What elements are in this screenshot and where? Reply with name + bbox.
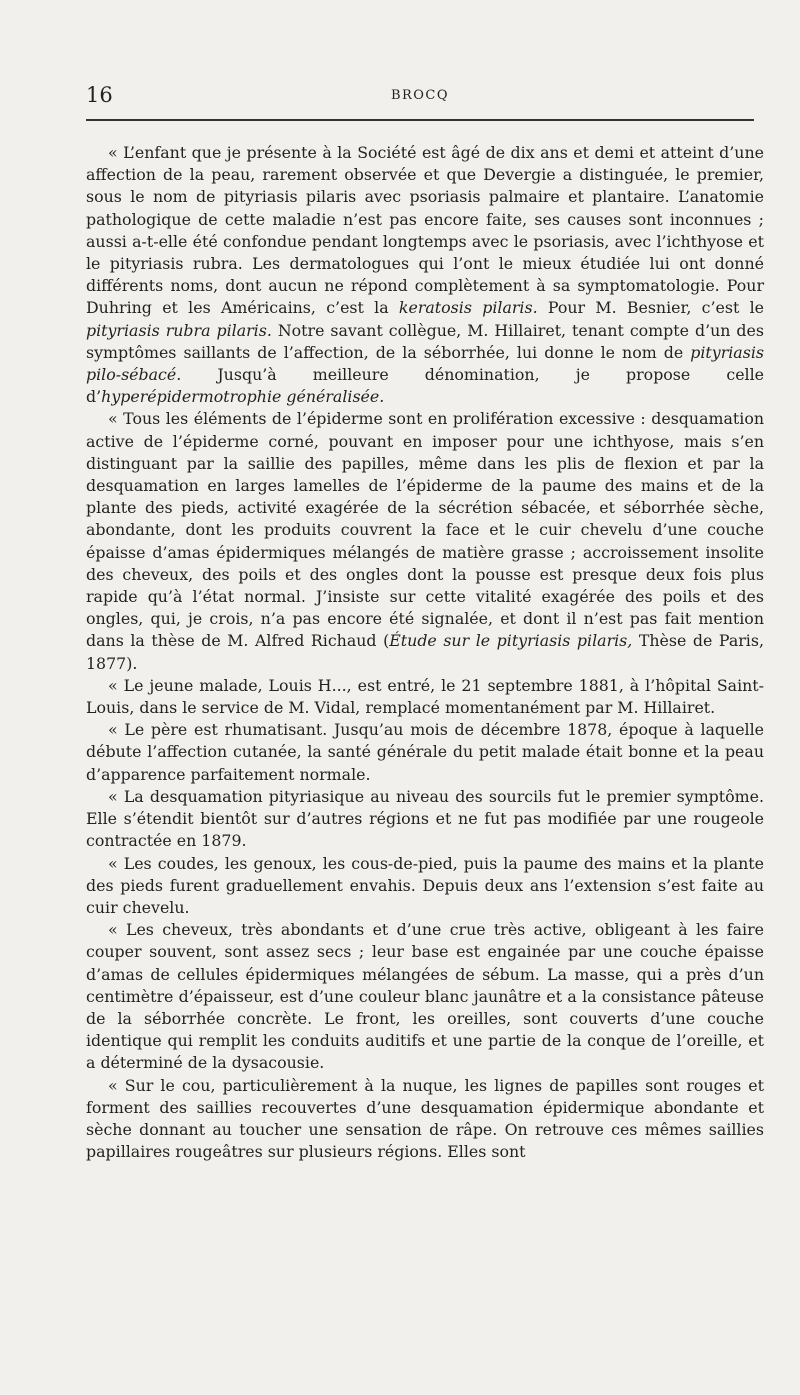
paragraph [86, 408, 764, 674]
text-run: Thèse de Paris, 1877). [86, 631, 764, 673]
text-run: Pour M. Besnier, c’est le [537, 298, 764, 318]
text-run: « Le jeune malade, Louis H..., est entré, le 21 septembre 1881, à l’hôpital Saint-Louis, dans le service de M. Vidal, remplacé momentanément par M. Hillairet. [86, 675, 764, 718]
italic-term: keratosis pilaris. [398, 298, 538, 318]
italic-title: Étude sur le pityriasis pilaris, [389, 631, 633, 651]
italic-term: hyperépidermotrophie généralisée. [101, 387, 385, 407]
text-run: « Les coudes, les genoux, les cous-de-pied, puis la paume des mains et la plante des pieds furent graduellement envahis. Depuis deux ans l’extension s’est faite au cuir chevelu. [86, 853, 764, 917]
running-head: BROCQ [390, 88, 450, 103]
italic-term: pityriasis pilo-sébacé. [86, 342, 764, 385]
body-text [86, 142, 764, 1163]
paragraph [86, 919, 764, 1074]
paragraph [86, 719, 764, 786]
text-run: « Sur le cou, particulièrement à la nuque, les lignes de papilles sont rouges et forment des saillies recouvertes d’une desquamation épidermique abondante et sèche donnant au toucher une sensation de râpe. On retrouve ces mêmes saillies papillaires rougeâtres sur plusieurs régions. Elles sont [86, 1075, 764, 1162]
page-number: 16 [86, 83, 113, 107]
page-header [86, 82, 754, 112]
text-run: « Tous les éléments de l’épiderme sont en prolifération excessive : desquamation active de l’épiderme corné, pouvant en imposer pour une ichthyose, mais s’en distinguant par la saillie des papilles, même dans les plis de flexion et par la desquamation en larges lamelles de l’épiderme de la paume des mains et de la plante des pieds, activité exagérée de la sécrétion sébacée, et séborrhée sèche, abondante, dont les produits couvrent la face et le cuir chevelu d’une couche épaisse d’amas épidermiques mélangés de matière grasse ; accroissement insolite des cheveux, des poils et des ongles dont la pousse est presque deux fois plus rapide qu’à l’état normal. J’insiste sur cette vitalité exagérée des poils et des ongles, qui, je crois, n’a pas encore été signalée, et dont il n’est pas fait mention dans la thèse de M. Alfred Richaud ( [86, 409, 764, 651]
paragraph [86, 1075, 764, 1164]
paragraph [86, 853, 764, 920]
text-run: Jusqu’à meilleure dénomination, je propose celle d’ [86, 365, 764, 407]
text-run: « L’enfant que je présente à la Société est âgé de dix ans et demi et atteint d’une affection de la peau, rarement observée et que Devergie a distinguée, le premier, sous le nom de pityriasis pilaris avec psoriasis palmaire et plantaire. L’anatomie pathologique de cette maladie n’est pas encore faite, ses causes sont inconnues ; aussi a-t-elle été confondue pendant longtemps avec le psoriasis, avec l’ichthyose et le pityriasis rubra. Les dermatologues qui l’ont le mieux étudiée lui ont donné différents noms, dont aucun ne répond complètement à sa symptomatologie. Pour Duhring et les Américains, c’est la [86, 143, 764, 318]
text-run: Notre savant collègue, M. Hillairet, tenant compte d’un des symptômes saillants de l’affection, de la séborrhée, lui donne le nom de [86, 320, 764, 362]
italic-term: pityriasis rubra pilaris. [86, 320, 272, 340]
text-run: « La desquamation pityriasique au niveau des sourcils fut le premier symptôme. Elle s’étendit bientôt sur d’autres régions et ne fut pas modifiée par une rougeole contractée en 1879. [86, 786, 764, 851]
text-run: « Les cheveux, très abondants et d’une crue très active, obligeant à les faire couper souvent, sont assez secs ; leur base est engainée par une couche épaisse d’amas de cellules épidermiques mélangées de sébum. La masse, qui a près d’un centimètre d’épaisseur, est d’une couleur blanc jaunâtre et a la consistance pâteuse de la séborrhée concrète. Le front, les oreilles, sont couverts d’une couche identique qui remplit les conduits auditifs et une partie de la conque de l’oreille, et a déterminé de la dysacousie. [86, 920, 764, 1073]
header-rule [86, 119, 754, 121]
paragraph [86, 786, 764, 853]
paragraph [86, 142, 764, 408]
text-run: « Le père est rhumatisant. Jusqu’au mois de décembre 1878, époque à laquelle débute l’affection cutanée, la santé générale du petit malade était bonne et la peau d’apparence parfaitement normale. [86, 720, 764, 784]
paragraph [86, 675, 764, 719]
